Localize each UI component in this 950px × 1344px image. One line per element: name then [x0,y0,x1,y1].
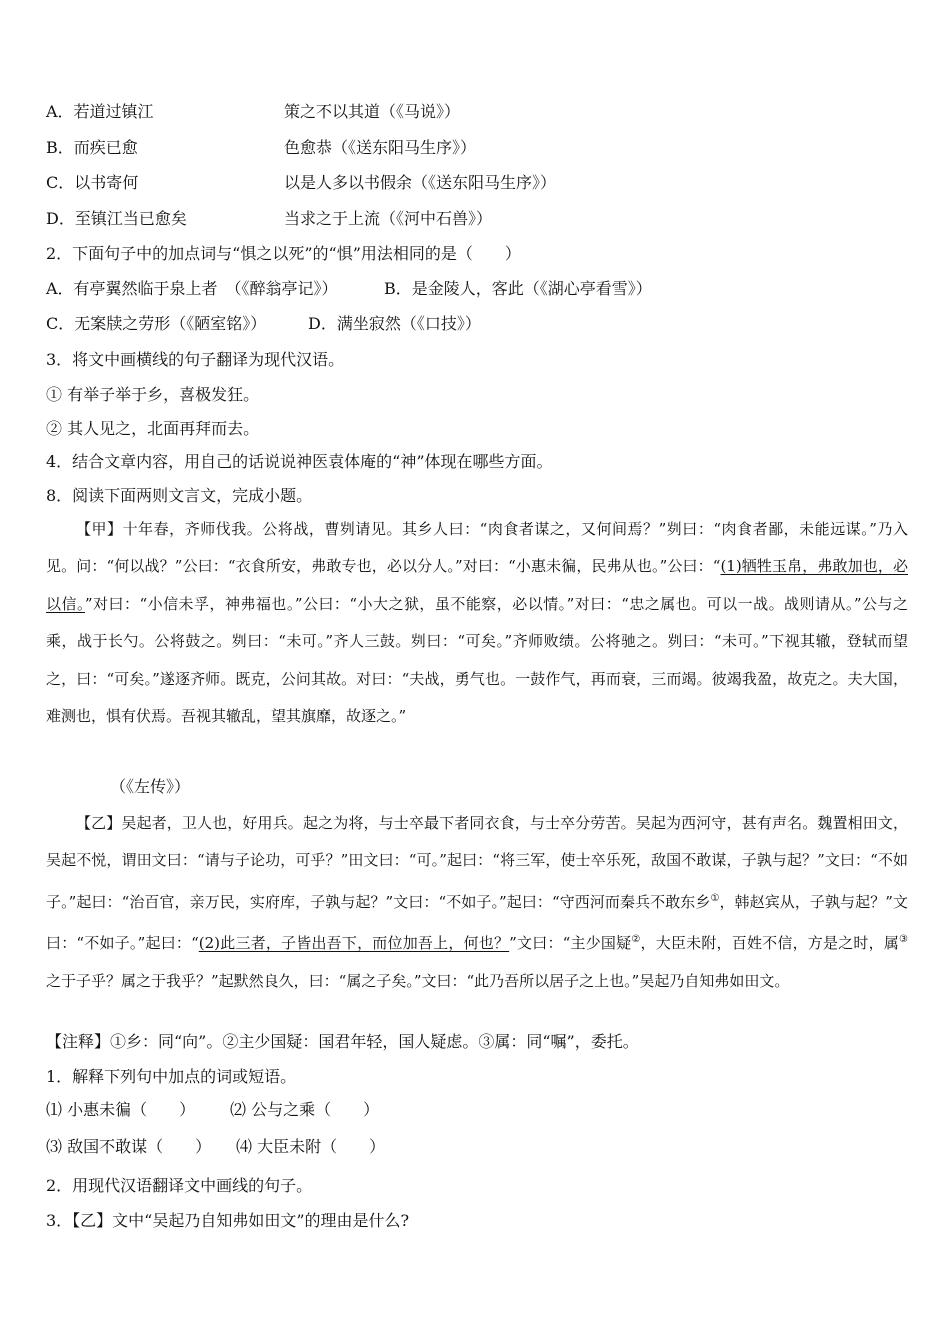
q2-stem: 2．下面句子中的加点词与“惧之以死”的“惧”用法相同的是（ ） [46,244,521,263]
passage-jia [46,511,908,735]
sub1-item-4: ⑷ 大臣未附（ ） [236,1137,386,1156]
sub1-item-2: ⑵ 公与之乘（ ） [230,1100,380,1119]
q1-option-b-compare: 色愈恭（《送东阳马生序》） [284,138,477,157]
passage-yi-text-2: ，韩赵宾从，子孰与起？”文曰：“不如子。”起曰：“ [46,892,909,953]
passage-jia-text-2: ”对曰：“小信未孚，神弗福也。”公曰：“小大之狱，虽不能察，必以情。”对曰：“忠之属也。可以一战。战则请从。”公与之乘，战于长勺。公将鼓之。刿曰：“未可。”齐人三鼓。刿曰：“可矣。”齐师败绩。公将驰之。刿曰：“未可。”下视其辙，登轼而望之，曰：“可矣。”遂逐齐师。既克，公问其故。对曰：“夫战，勇气也。一鼓作气，再而衰，三而竭。彼竭我盈，故克之。夫大国，难测也，惧有伏焉。吾视其辙乱，望其旗靡，故逐之。” [46,594,908,726]
q1-option-b: B．而疾已愈 [46,138,138,157]
note-marker-3: ③ [899,934,909,946]
q2-option-a: A．有亭翼然临于泉上者 （《醉翁亭记》） [46,279,338,298]
passage-yi-underline-2: (2)此三者，子皆出吾下，而位加吾上，何也？ [198,934,510,953]
q3-sentence-1: ① 有举子举于乡，喜极发狂。 [46,385,260,404]
q3-stem: 3．将文中画横线的句子翻译为现代汉语。 [46,350,345,369]
q8-title: 8．阅读下面两则文言文，完成小题。 [46,486,313,505]
q1-option-a: A．若道过镇江 [46,102,154,121]
passage-jia-text-1: 【甲】十年春，齐师伐我。公将战，曹刿请见。其乡人曰：“肉食者谋之，又何间焉？”刿曰：“肉食者鄙，未能远谋。”乃入见。问：“何以战？”公曰：“衣食所安，弗敢专也，必以分人。”对曰：“小惠未徧，民弗从也。”公曰：“ [46,520,908,576]
q2-option-b: B．是金陵人，客此（《湖心亭看雪》） [384,279,652,298]
q1-option-c-compare: 以是人多以书假余（《送东阳马生序》） [284,173,557,192]
sub1-item-1: ⑴ 小惠未徧（ ） [46,1100,196,1119]
passage-yi-text-5: 之于子乎？属之于我乎？”起默然良久，曰：“属之子矣。”文曰：“此乃吾所以居子之上也。”吴起乃自知弗如田文。 [46,971,790,990]
passage-jia-underline-1: (1)牺牲玉帛，弗敢加也，必以信。 [46,557,909,613]
q1-option-a-compare: 策之不以其道（《马说》） [284,102,461,121]
q1-option-d: D．至镇江当已愈矣 [46,209,187,228]
passage-yi-text-3: ”文曰：“主少国疑 [509,934,632,953]
q1-option-d-compare: 当求之于上流（《河中石兽》） [284,209,493,228]
note-marker-2: ② [631,934,641,946]
sub3-stem: 3．【乙】文中“吴起乃自知弗如田文”的理由是什么? [46,1211,410,1230]
note-marker-1: ① [710,892,720,904]
annotation-notes: 【注释】①乡：同“向”。②主少国疑：国君年轻，国人疑虑。③属：同“嘱”，委托。 [46,1032,639,1051]
q1-option-c: C．以书寄何 [46,173,139,192]
q4-stem: 4．结合文章内容，用自己的话说说神医袁体庵的“神”体现在哪些方面。 [46,452,553,471]
passage-yi-text-4: ，大臣未附，百姓不信，方是之时，属 [640,934,900,953]
sub2-stem: 2．用现代汉语翻译文中画线的句子。 [46,1176,313,1195]
passage-yi [46,805,908,1000]
q2-option-d: D．满坐寂然（《口技》） [308,314,481,333]
q2-option-c: C．无案牍之劳形（《陋室铭》） [46,314,267,333]
passage-jia-source: （《左传》） [110,777,191,796]
q3-sentence-2: ② 其人见之，北面再拜而去。 [46,419,260,438]
sub1-stem: 1．解释下列句中加点的词或短语。 [46,1067,297,1086]
sub1-item-3: ⑶ 敌国不敢谋（ ） [46,1137,212,1156]
passage-yi-text-1: 【乙】吴起者，卫人也，好用兵。起之为将，与士卒最下者同衣食，与士卒分劳苦。吴起为西河守，甚有声名。魏置相田文，吴起不悦，谓田文曰：“请与子论功，可乎？”田文曰：“可。”起曰：“将三军，使士卒乐死，敌国不敢谋，子孰与起？”文曰：“不如子。”起曰：“治百官，亲万民，实府库，子孰与起？”文曰：“不如子。”起曰：“守西河而秦兵不敢东乡 [46,814,908,911]
